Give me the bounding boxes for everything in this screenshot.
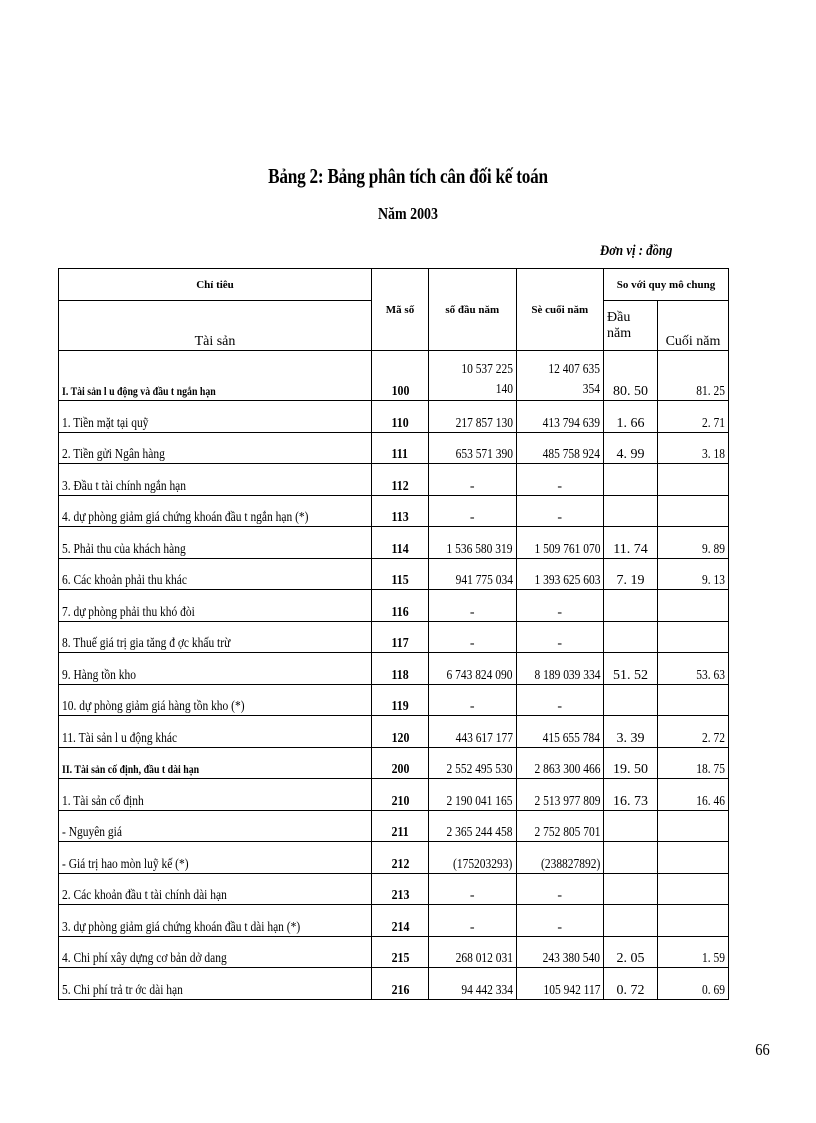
row-pct-end: 81. 25	[658, 351, 729, 401]
row-code: 117	[372, 621, 429, 653]
table-row	[59, 590, 729, 622]
header-dau-nam: Đầu năm	[604, 301, 658, 351]
row-pct-start: 16. 73	[604, 779, 658, 811]
row-code: 110	[372, 401, 429, 433]
table-row	[59, 432, 729, 464]
row-name: I. Tài sản l u động và đầu t ngắn hạn	[59, 351, 372, 401]
unit-label: Đơn vị : đồng	[600, 243, 673, 259]
row-name: 11. Tài sản l u động khác	[59, 716, 372, 748]
row-name: - Nguyên giá	[59, 810, 372, 842]
row-pct-start	[604, 621, 658, 653]
row-pct-end	[658, 590, 729, 622]
row-end: -	[516, 621, 604, 653]
row-name: 10. dự phòng giảm giá hàng tồn kho (*)	[59, 684, 372, 716]
row-code: 112	[372, 464, 429, 496]
row-end: -	[516, 684, 604, 716]
row-code: 115	[372, 558, 429, 590]
row-pct-end: 9. 89	[658, 527, 729, 559]
row-end: -	[516, 590, 604, 622]
row-start: -	[429, 621, 517, 653]
table-row	[59, 684, 729, 716]
row-pct-end: 0. 69	[658, 968, 729, 1000]
row-name: 6. Các khoản phải thu khác	[59, 558, 372, 590]
row-pct-end	[658, 495, 729, 527]
row-pct-start	[604, 495, 658, 527]
row-code: 120	[372, 716, 429, 748]
header-row-1	[59, 269, 729, 301]
table-row	[59, 936, 729, 968]
row-code: 215	[372, 936, 429, 968]
row-start: 217 857 130	[429, 401, 517, 433]
row-pct-end: 2. 72	[658, 716, 729, 748]
header-so-cuoi-nam: Sè cuối năm	[516, 269, 604, 351]
row-end: -	[516, 905, 604, 937]
row-name: 9. Hàng tồn kho	[59, 653, 372, 685]
row-pct-start: 11. 74	[604, 527, 658, 559]
document-subtitle: Năm 2003	[377, 204, 439, 223]
row-pct-end	[658, 905, 729, 937]
header-ma-so: Mã số	[372, 269, 429, 351]
table-row	[59, 621, 729, 653]
header-so-dau-nam: số đầu năm	[429, 269, 517, 351]
row-pct-start: 3. 39	[604, 716, 658, 748]
row-code: 216	[372, 968, 429, 1000]
balance-sheet-table	[58, 268, 729, 1000]
row-start: -	[429, 495, 517, 527]
row-start: 10 537 225 140	[429, 351, 517, 401]
row-code: 113	[372, 495, 429, 527]
row-name: 3. dự phòng giảm giá chứng khoán đầu t dài hạn (*)	[59, 905, 372, 937]
table-row	[59, 558, 729, 590]
row-code: 214	[372, 905, 429, 937]
row-pct-end	[658, 810, 729, 842]
row-code: 200	[372, 747, 429, 779]
row-end: 413 794 639	[516, 401, 604, 433]
row-start: 94 442 334	[429, 968, 517, 1000]
row-start: 6 743 824 090	[429, 653, 517, 685]
row-start: -	[429, 590, 517, 622]
table-row	[59, 873, 729, 905]
row-end: 105 942 117	[516, 968, 604, 1000]
row-code: 213	[372, 873, 429, 905]
row-start: 2 552 495 530	[429, 747, 517, 779]
row-end: -	[516, 873, 604, 905]
row-start: 443 617 177	[429, 716, 517, 748]
table-row	[59, 495, 729, 527]
row-code: 111	[372, 432, 429, 464]
row-pct-start	[604, 842, 658, 874]
row-pct-end	[658, 873, 729, 905]
row-end: 243 380 540	[516, 936, 604, 968]
row-start: 268 012 031	[429, 936, 517, 968]
row-pct-end: 3. 18	[658, 432, 729, 464]
document-title: Bảng 2: Bảng phân tích cân đối kế toán	[268, 164, 548, 188]
row-end: -	[516, 464, 604, 496]
row-pct-start	[604, 684, 658, 716]
table-row	[59, 464, 729, 496]
row-name: 2. Tiền gửi Ngân hàng	[59, 432, 372, 464]
row-name: 8. Thuế giá trị gia tăng đ ợc khấu trừ	[59, 621, 372, 653]
row-name: 2. Các khoản đầu t tài chính dài hạn	[59, 873, 372, 905]
row-pct-end	[658, 621, 729, 653]
row-end: -	[516, 495, 604, 527]
row-name: - Giá trị hao mòn luỹ kế (*)	[59, 842, 372, 874]
row-pct-end: 18. 75	[658, 747, 729, 779]
row-name: 5. Chi phí trả tr ớc dài hạn	[59, 968, 372, 1000]
row-end: (238827892)	[516, 842, 604, 874]
table-row	[59, 527, 729, 559]
row-pct-end	[658, 842, 729, 874]
row-start: -	[429, 684, 517, 716]
row-pct-start: 51. 52	[604, 653, 658, 685]
table-row	[59, 653, 729, 685]
row-end: 485 758 924	[516, 432, 604, 464]
table-row	[59, 968, 729, 1000]
row-pct-end: 16. 46	[658, 779, 729, 811]
row-pct-start	[604, 873, 658, 905]
row-pct-start	[604, 590, 658, 622]
row-pct-start	[604, 810, 658, 842]
page-number: 66	[755, 1040, 770, 1059]
header-tai-san: Tài sản	[59, 301, 372, 351]
header-cuoi-nam: Cuối năm	[658, 301, 729, 351]
row-pct-start: 4. 99	[604, 432, 658, 464]
row-code: 212	[372, 842, 429, 874]
row-pct-end: 1. 59	[658, 936, 729, 968]
row-code: 211	[372, 810, 429, 842]
row-name: 1. Tiền mặt tại quỹ	[59, 401, 372, 433]
row-start: -	[429, 464, 517, 496]
row-code: 114	[372, 527, 429, 559]
row-pct-start	[604, 464, 658, 496]
header-so-voi-quy-mo: So với quy mô chung	[604, 269, 729, 301]
table-row	[59, 401, 729, 433]
row-pct-start: 80. 50	[604, 351, 658, 401]
row-code: 119	[372, 684, 429, 716]
row-pct-start: 19. 50	[604, 747, 658, 779]
row-start: -	[429, 873, 517, 905]
row-start: 1 536 580 319	[429, 527, 517, 559]
row-end: 1 509 761 070	[516, 527, 604, 559]
table-row	[59, 779, 729, 811]
row-name: 4. Chi phí xây dựng cơ bản dở dang	[59, 936, 372, 968]
row-name: 3. Đầu t tài chính ngắn hạn	[59, 464, 372, 496]
row-start: -	[429, 905, 517, 937]
row-pct-end: 53. 63	[658, 653, 729, 685]
row-pct-start: 2. 05	[604, 936, 658, 968]
row-end: 8 189 039 334	[516, 653, 604, 685]
row-name: 4. dự phòng giảm giá chứng khoán đầu t ngắn hạn (*)	[59, 495, 372, 527]
row-pct-end	[658, 464, 729, 496]
row-pct-start: 0. 72	[604, 968, 658, 1000]
row-pct-end: 2. 71	[658, 401, 729, 433]
table-row	[59, 810, 729, 842]
row-pct-start	[604, 905, 658, 937]
row-end: 415 655 784	[516, 716, 604, 748]
row-pct-start: 1. 66	[604, 401, 658, 433]
row-pct-end	[658, 684, 729, 716]
row-end: 2 863 300 466	[516, 747, 604, 779]
row-start: 941 775 034	[429, 558, 517, 590]
table-row	[59, 716, 729, 748]
row-end: 2 752 805 701	[516, 810, 604, 842]
row-start: 2 365 244 458	[429, 810, 517, 842]
row-code: 100	[372, 351, 429, 401]
row-start: (175203293)	[429, 842, 517, 874]
table-row	[59, 842, 729, 874]
row-end: 1 393 625 603	[516, 558, 604, 590]
row-code: 118	[372, 653, 429, 685]
row-name: II. Tài sản cố định, đầu t dài hạn	[59, 747, 372, 779]
row-end: 12 407 635 354	[516, 351, 604, 401]
row-end: 2 513 977 809	[516, 779, 604, 811]
row-code: 116	[372, 590, 429, 622]
table-row	[59, 905, 729, 937]
row-name: 7. dự phòng phải thu khó đòi	[59, 590, 372, 622]
row-start: 2 190 041 165	[429, 779, 517, 811]
row-name: 5. Phải thu của khách hàng	[59, 527, 372, 559]
table-row	[59, 351, 729, 401]
header-chi-tieu: Chỉ tiêu	[59, 269, 372, 301]
table-row	[59, 747, 729, 779]
row-name: 1. Tài sản cố định	[59, 779, 372, 811]
row-start: 653 571 390	[429, 432, 517, 464]
row-code: 210	[372, 779, 429, 811]
row-pct-end: 9. 13	[658, 558, 729, 590]
row-pct-start: 7. 19	[604, 558, 658, 590]
